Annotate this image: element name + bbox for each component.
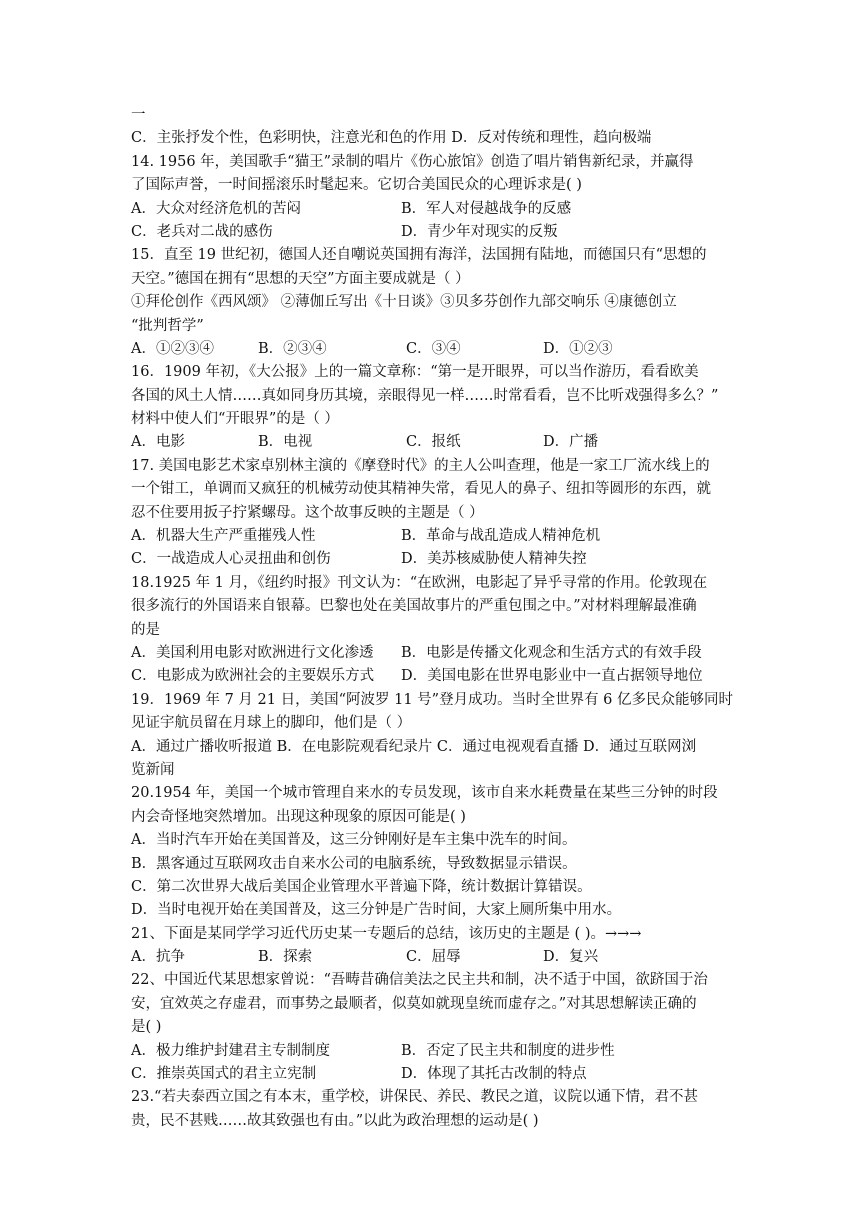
question-19-stem-cont: 见证宇航员留在月球上的脚印，他们是（ ） xyxy=(131,715,412,732)
q16-option-b: B．电视 xyxy=(258,434,313,451)
q15-option-c: C．③④ xyxy=(406,340,461,357)
exam-content xyxy=(131,104,734,1133)
q17-options-row xyxy=(131,525,731,548)
q17-option-d: D．美苏核威胁使人精神失控 xyxy=(401,551,587,568)
q14-option-c: C．老兵对二战的感伤 xyxy=(131,223,273,240)
question-15-items-cont: “批判哲学” xyxy=(131,317,204,334)
q19-options-line-cont: 览新闻 xyxy=(131,761,175,778)
q17-options-row xyxy=(131,548,731,571)
question-17-stem: 17. 美国电影艺术家卓别林主演的《摩登时代》的主人公叫查理，他是一家工厂流水线上的 xyxy=(131,457,710,474)
q17-option-c: C．一战造成人心灵扭曲和创伤 xyxy=(131,551,331,568)
q16-option-a: A．电影 xyxy=(131,434,185,451)
question-18-stem-cont: 的是 xyxy=(131,621,160,638)
q15-options-row xyxy=(131,338,731,361)
q22-option-b: B．否定了民主共和制度的进步性 xyxy=(401,1042,615,1059)
q22-option-d: D．体现了其托古改制的特点 xyxy=(401,1066,587,1083)
q18-options-row xyxy=(131,642,731,665)
q21-options-row xyxy=(131,946,731,969)
q14-options-row xyxy=(131,198,731,221)
question-16-stem-cont: 各国的风土人情……真如同身历其境，亲眼得见一样……时常看看，岂不比听戏强得多么？” xyxy=(131,387,719,404)
question-15-stem: 15．直至 19 世纪初，德国人还自嘲说英国拥有海洋，法国拥有陆地，而德国只有“思想的 xyxy=(131,247,707,264)
question-15-stem-cont: 天空。”德国在拥有“思想的天空”方面主要成就是（ ） xyxy=(131,270,470,287)
q16-option-d: D．广播 xyxy=(543,434,599,451)
question-23-stem-cont: 贵，民不甚贱……故其致强也有由。”以此为政治理想的运动是( ) xyxy=(131,1112,539,1129)
q15-option-d: D．①②③ xyxy=(543,340,613,357)
q13-options-line: C．主张抒发个性，色彩明快，注意光和色的作用 D．反对传统和理性，趋向极端 xyxy=(131,130,652,147)
question-20-stem: 20.1954 年，美国一个城市管理自来水的专员发现，该市自来水耗费量在某些三分钟的时段 xyxy=(131,785,718,802)
q14-option-a: A．大众对经济危机的苦闷 xyxy=(131,200,301,217)
q18-option-a: A．美国利用电影对欧洲进行文化渗透 xyxy=(131,644,374,661)
q18-option-b: B．电影是传播文化观念和生活方式的有效手段 xyxy=(401,644,702,661)
q15-option-b: B．②③④ xyxy=(258,340,327,357)
question-18-stem: 18.1925 年 1 月，《纽约时报》刊文认为：“在欧洲，电影起了异乎寻常的作用。伦敦现在 xyxy=(131,574,708,591)
q21-option-d: D．复兴 xyxy=(543,949,599,966)
q22-options-row xyxy=(131,1063,731,1086)
q18-options-row xyxy=(131,665,731,688)
q14-options-row xyxy=(131,221,731,244)
text-line: 一 xyxy=(131,107,146,123)
q14-option-b: B．军人对侵越战争的反感 xyxy=(401,200,572,217)
question-22-stem-cont: 安，宜效英之存虚君，而事势之最顺者，似莫如就现皇统而虚存之。”对其思想解读正确的 xyxy=(131,995,697,1012)
question-21-stem: 21、下面是某同学学习近代历史某一专题后的总结，该历史的主题是 ( )。→→→ xyxy=(131,925,642,942)
q20-option-b: B．黑客通过互联网攻击自来水公司的电脑系统，导致数据显示错误。 xyxy=(131,855,577,872)
q22-options-row xyxy=(131,1040,731,1063)
q22-option-c: C．推崇英国式的君主立宪制 xyxy=(131,1066,317,1083)
question-16-stem-cont: 材料中使人们“开眼界”的是（ ） xyxy=(131,411,339,428)
q16-option-c: C．报纸 xyxy=(406,434,461,451)
q20-option-c: C．第二次世界大战后美国企业管理水平普遍下降，统计数据计算错误。 xyxy=(131,878,592,895)
q19-options-line: A．通过广播收听报道 B．在电影院观看纪录片 C．通过电视观看直播 D．通过互联网浏 xyxy=(131,738,697,755)
q20-option-a: A．当时汽车开始在美国普及，这三分钟刚好是车主集中洗车的时间。 xyxy=(131,832,577,849)
question-17-stem-cont: 一个钳工，单调而又疯狂的机械劳动使其精神失常，看见人的鼻子、纽扣等圆形的东西，就 xyxy=(131,481,711,498)
question-14-stem: 14. 1956 年，美国歌手“猫王”录制的唱片《伤心旅馆》创造了唱片销售新纪录，并赢得 xyxy=(131,153,694,170)
q18-option-c: C．电影成为欧洲社会的主要娱乐方式 xyxy=(131,668,375,685)
question-20-stem-cont: 内会奇怪地突然增加。出现这种现象的原因可能是( ) xyxy=(131,808,466,825)
q20-option-d: D．当时电视开始在美国普及，这三分钟是广告时间，大家上厕所集中用水。 xyxy=(131,902,622,919)
q18-option-d: D．美国电影在世界电影业中一直占据领导地位 xyxy=(401,668,703,685)
q17-option-b: B．革命与战乱造成人精神危机 xyxy=(401,528,601,545)
question-22-stem-cont: 是( ) xyxy=(131,1019,162,1036)
question-17-stem-cont: 忍不住要用扳子拧紧螺母。这个故事反映的主题是（ ） xyxy=(131,504,484,521)
q14-option-d: D．青少年对现实的反叛 xyxy=(401,223,558,240)
question-16-stem: 16．1909 年初，《大公报》上的一篇文章称：“第一是开眼界，可以当作游历，看看欧美 xyxy=(131,364,699,381)
q15-option-a: A．①②③④ xyxy=(131,340,214,357)
question-15-items: ①拜伦创作《西风颂》 ②薄伽丘写出《十日谈》③贝多芬创作九部交响乐 ④康德创立 xyxy=(131,294,677,311)
q22-option-a: A．极力维护封建君主专制制度 xyxy=(131,1042,330,1059)
q21-option-b: B．探索 xyxy=(258,949,313,966)
question-18-stem-cont: 很多流行的外国语来自银幕。巴黎也处在美国故事片的严重包围之中。”对材料理解最准确 xyxy=(131,598,697,615)
q21-option-c: C．屈辱 xyxy=(406,949,461,966)
q21-option-a: A．抗争 xyxy=(131,949,185,966)
question-22-stem: 22、中国近代某思想家曾说：“吾畴昔确信美法之民主共和制，决不适于中国，欲跻国于治 xyxy=(131,972,708,989)
question-19-stem: 19．1969 年 7 月 21 日，美国“阿波罗 11 号”登月成功。当时全世界有 6 亿多民众能够同时 xyxy=(131,691,734,708)
question-14-stem-cont: 了国际声誉，一时间摇滚乐时髦起来。它切合美国民众的心理诉求是( ) xyxy=(131,177,582,194)
question-23-stem: 23.“若夫泰西立国之有本末，重学校，讲保民、养民、教民之道，议院以通下情，君不甚 xyxy=(131,1089,698,1106)
q17-option-a: A．机器大生产严重摧残人性 xyxy=(131,528,316,545)
q16-options-row xyxy=(131,431,731,454)
